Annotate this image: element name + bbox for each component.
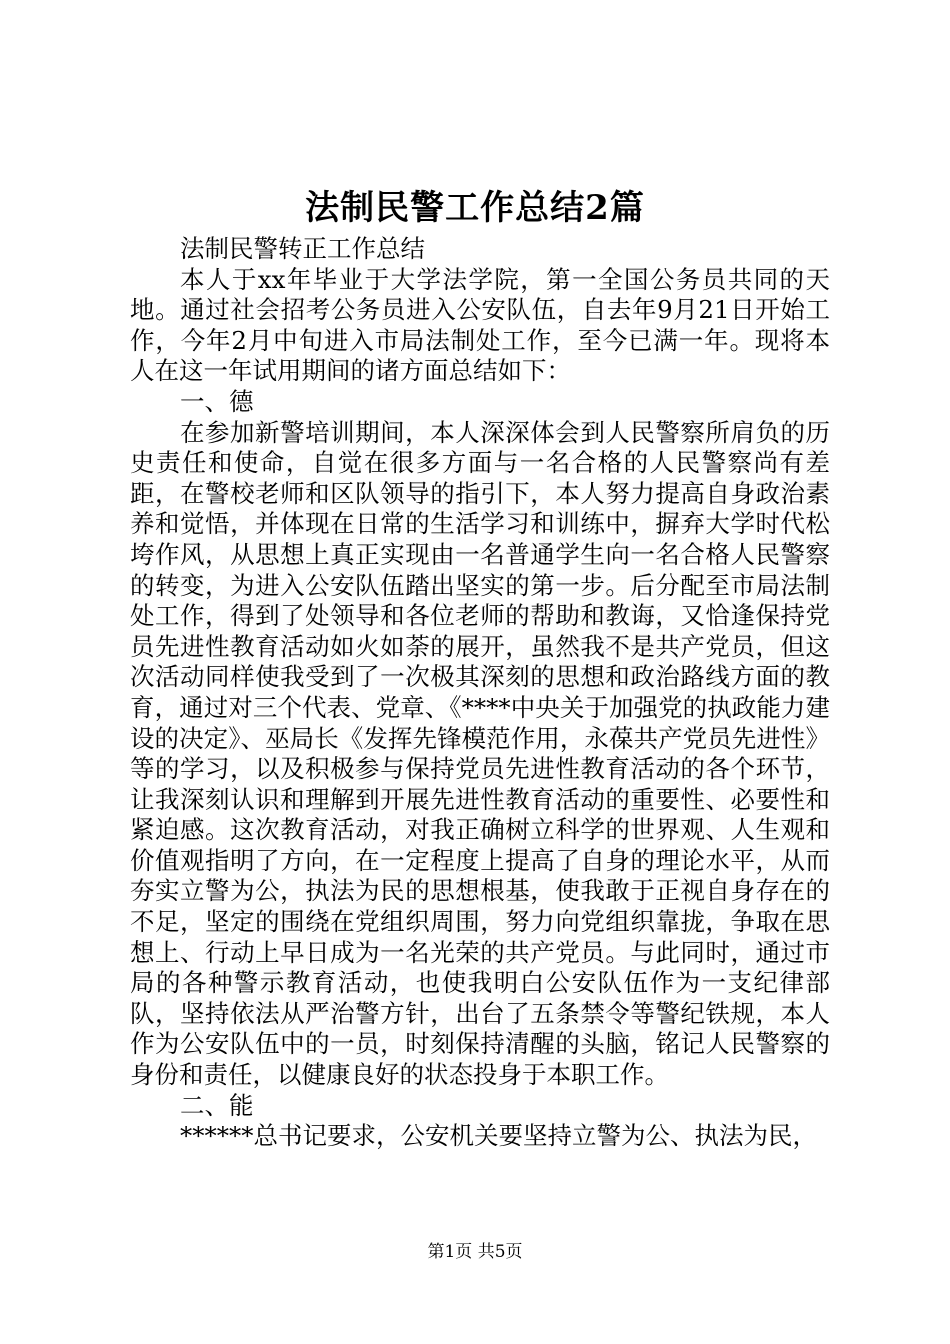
paragraph-subtitle: 法制民警转正工作总结 [180, 234, 425, 263]
section-heading-neng: 二、能 [180, 1090, 254, 1120]
paragraph-de: 在参加新警培训期间，本人深深体会到人民警察所肩负的历史责任和使命，自觉在很多方面与一名合格的人民警察尚有差距，在警校老师和区队领导的指引下，本人努力提高自身政治素养和觉悟，并体现在日常的生活学习和训练中，摒弃大学时代松垮作风，从思想上真正实现由一名普通学生向一名合格人民警察的转变，为进入公安队伍踏出坚实的第一步。后分配至市局法制处工作，得到了处领导和各位老师的帮助和教诲，又恰逢保持党员先进性教育活动如火如荼的展开，虽然我不是共产党员，但这次活动同样使我受到了一次极其深刻的思想和政治路线方面的教育，通过对三个代表、党章、《****中央关于加强党的执政能力建设的决定》、巫局长《发挥先锋模范作用，永葆共产党员先进性》等的学习，以及积极参与保持党员先进性教育活动的各个环节，让我深刻认识和理解到开展先进性教育活动的重要性、必要性和紧迫感。这次教育活动，对我正确树立科学的世界观、人生观和价值观指明了方向，在一定程度上提高了自身的理论水平，从而夯实立警为公，执法为民的思想根基，使我敢于正视自身存在的不足，坚定的围绕在党组织周围，努力向党组织靠拢，争取在思想上、行动上早日成为一名光荣的共产党员。与此同时，通过市局的各种警示教育活动，也使我明白公安队伍作为一支纪律部队，坚持依法从严治警方针，出台了五条禁令等警纪铁规，本人作为公安队伍中的一员，时刻保持清醒的头脑，铭记人民警察的身份和责任，以健康良好的状态投身于本职工作。 [130, 417, 830, 1090]
section-heading-de: 一、德 [180, 386, 254, 416]
document-title: 法制民警工作总结2篇 [305, 188, 645, 228]
document-body [130, 234, 830, 1152]
paragraph-intro: 本人于xx年毕业于大学法学院，第一全国公务员共同的天地。通过社会招考公务员进入公安队伍，自去年9月21日开始工作，今年2月中旬进入市局法制处工作，至今已满一年。现将本人在这一年试用期间的诸方面总结如下： [130, 264, 830, 386]
page-footer: 第1页 共5页 [427, 1242, 523, 1262]
paragraph-neng: ******总书记要求，公安机关要坚持立警为公、执法为民， [180, 1121, 817, 1151]
